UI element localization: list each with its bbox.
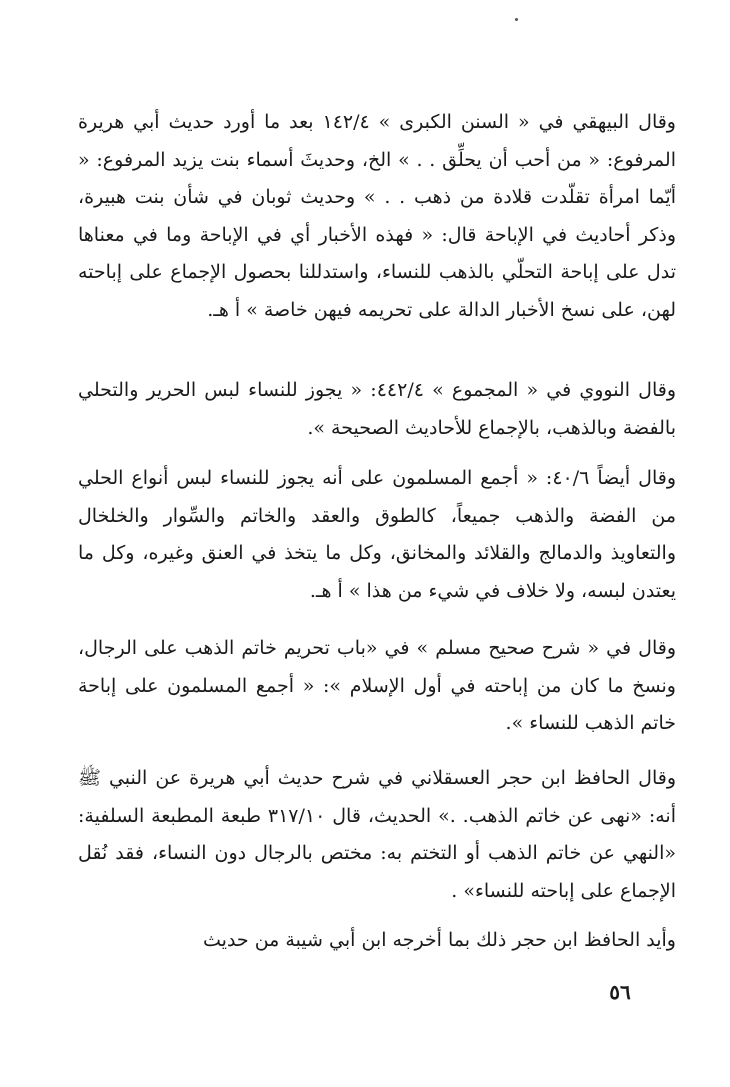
scan-speck <box>515 18 518 21</box>
paragraph-bayhaqi: وقال البيهقي في « السنن الكبرى » ١٤٢/٤ بعد ما أورد حديث أبي هريرة المرفوع: « من أحب أن يحلِّق . . » الخ، وحديثَ أسماء بنت يزيد المرفوع: « أيّما امرأة تقلّدت قلادة من ذهب . . » وحديث ثوبان في شأن بنت هبيرة، وذكر أحاديث في الإباحة قال: « فهذه الأخبار أي في الإباحة وما في معناها تدل على إباحة التحلّي بالذهب للنساء، واستدللنا بحصول الإجماع على إباحته لهن، على نسخ الأخبار الدالة على تحريمه فيهن خاصة » أ هـ. <box>78 111 676 321</box>
paragraph-nawawi-majmu: وقال النووي في « المجموع » ٤٤٢/٤: « يجوز للنساء لبس الحرير والتحلي بالفضة وبالذهب، بالإجماع للأحاديث الصحيحة ». <box>78 379 677 439</box>
paragraph-nawawi-ijma: وقال أيضاً ٤٠/٦: « أجمع المسلمون على أنه يجوز للنساء لبس أنواع الحلي من الفضة والذهب جميعاً، كالطوق والعقد والخاتم والسِّوار والخلخال والتعاويذ والدمالج والقلائد والمخانق، وكل ما يتخذ في العنق وغيره، وكل ما يعتدن لبسه، ولا خلاف في شيء من هذا » أ هـ. <box>78 467 676 602</box>
paragraph-ibn-abi-shaybah: وأيد الحافظ ابن حجر ذلك بما أخرجه ابن أبي شيبة من حديث <box>203 929 676 951</box>
paragraph-ibn-hajar: وقال الحافظ ابن حجر العسقلاني في شرح حديث أبي هريرة عن النبي ﷺ أنه: «نهى عن خاتم الذهب. .» الحديث، قال ٣١٧/١٠ طبعة المطبعة السلفية: «النهي عن خاتم الذهب أو التختم به: مختص بالرجال دون النساء، فقد نُقل الإجماع على إباحته للنساء» . <box>78 767 676 902</box>
paragraph-sharh-muslim: وقال في « شرح صحيح مسلم » في «باب تحريم خاتم الذهب على الرجال، ونسخ ما كان من إباحته في أول الإسلام »: « أجمع المسلمون على إباحة خاتم الذهب للنساء ». <box>78 637 676 734</box>
page-number: ٥٦ <box>609 980 631 1004</box>
